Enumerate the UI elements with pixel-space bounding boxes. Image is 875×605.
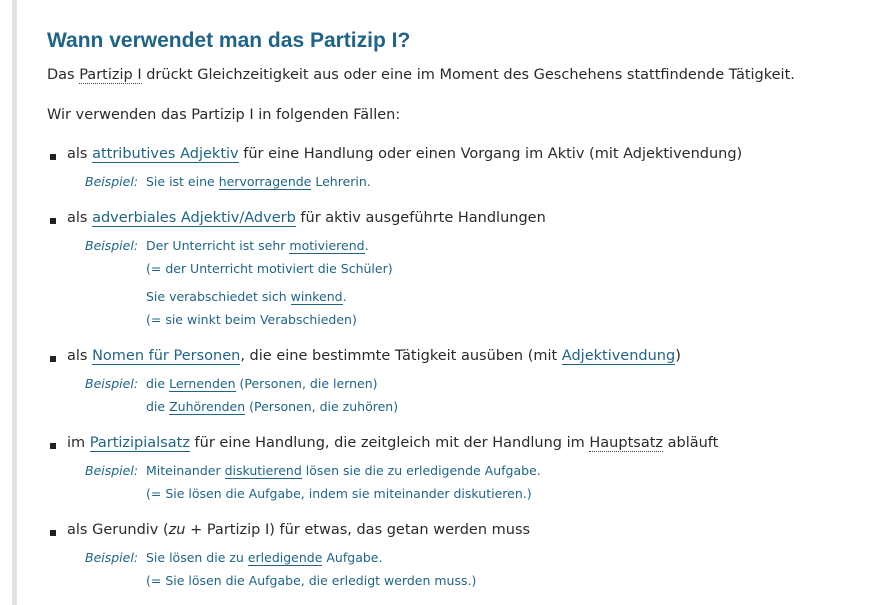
left-border [12, 0, 17, 605]
text: . [364, 238, 369, 253]
bullet [50, 356, 56, 362]
example-note: (= der Unterricht motiviert die Schüler) [146, 261, 393, 276]
text: als Gerundiv ( [67, 522, 169, 538]
text: abläuft [663, 435, 719, 451]
example-line [146, 463, 541, 478]
term-hauptsatz[interactable]: Hauptsatz [589, 435, 663, 451]
text: Sie ist eine [146, 174, 219, 189]
link-hervorragende[interactable]: hervorragende [218, 174, 312, 189]
example-line [146, 376, 378, 391]
link-partizipialsatz[interactable]: Partizipialsatz [89, 435, 190, 451]
text: Der Unterricht ist sehr [146, 238, 290, 253]
example-label: Beispiel: [85, 463, 139, 478]
text: Aufgabe. [322, 550, 383, 565]
link-motivierend[interactable]: motivierend [289, 238, 365, 253]
link-adjektivendung[interactable]: Adjektivendung [561, 348, 676, 364]
text: die [146, 399, 170, 414]
link-erledigende[interactable]: erledigende [247, 550, 323, 565]
term-partizip-i[interactable]: Partizip I [79, 67, 142, 83]
bullet [50, 443, 56, 449]
text: , die eine bestimmte Tätigkeit ausüben (mit [240, 348, 562, 364]
text: (Personen, die lernen) [235, 376, 378, 391]
text: als [67, 210, 93, 226]
text: Miteinander [146, 463, 225, 478]
example-note: (= Sie lösen die Aufgabe, indem sie miteinander diskutieren.) [146, 486, 532, 501]
example-line [146, 399, 398, 414]
bullet [50, 530, 56, 536]
text: für aktiv ausgeführte Handlungen [295, 210, 546, 226]
bullet [50, 218, 56, 224]
link-zuhoerenden[interactable]: Zuhörenden [169, 399, 246, 414]
page-title: Wann verwendet man das Partizip I? [47, 29, 411, 52]
example-note: (= sie winkt beim Verabschieden) [146, 312, 357, 327]
intro-paragraph [47, 67, 795, 83]
example-note: (= Sie lösen die Aufgabe, die erledigt werden muss.) [146, 573, 477, 588]
intro-text-rest: drückt Gleichzeitigkeit aus oder eine im Moment des Geschehens stattfindende Tätigkeit. [141, 67, 795, 83]
text: als [67, 146, 93, 162]
text: als [67, 348, 93, 364]
link-attributives-adjektiv[interactable]: attributives Adjektiv [92, 146, 239, 162]
text: für eine Handlung oder einen Vorgang im Aktiv (mit Adjektivendung) [238, 146, 743, 162]
bullet [50, 154, 56, 160]
link-winkend[interactable]: winkend [290, 289, 343, 304]
example-line [146, 238, 369, 253]
text: im [67, 435, 90, 451]
text: (Personen, die zuhören) [245, 399, 399, 414]
example-line [146, 550, 382, 565]
example-line [146, 289, 347, 304]
text: ) [675, 348, 681, 364]
text: Sie verabschiedet sich [146, 289, 291, 304]
text: Sie lösen die zu [146, 550, 248, 565]
lead-paragraph: Wir verwenden das Partizip I in folgenden Fällen: [47, 107, 401, 123]
list-item-text [67, 348, 681, 364]
link-diskutierend[interactable]: diskutierend [224, 463, 302, 478]
text: Lehrerin. [311, 174, 371, 189]
example-line [146, 174, 371, 189]
intro-text: Das [47, 67, 80, 83]
list-item-text [67, 522, 530, 538]
text: lösen sie die zu erledigende Aufgabe. [301, 463, 541, 478]
italic-zu: zu [168, 522, 186, 538]
example-label: Beispiel: [85, 174, 139, 189]
text: . [342, 289, 347, 304]
text: die [146, 376, 170, 391]
example-label: Beispiel: [85, 238, 139, 253]
link-adverbiales-adjektiv[interactable]: adverbiales Adjektiv/Adverb [92, 210, 296, 226]
link-nomen-fuer-personen[interactable]: Nomen für Personen [92, 348, 241, 364]
list-item-text [67, 435, 718, 451]
list-item-text [67, 210, 546, 226]
text: für eine Handlung, die zeitgleich mit der Handlung im [189, 435, 590, 451]
example-label: Beispiel: [85, 550, 139, 565]
link-lernenden[interactable]: Lernenden [169, 376, 236, 391]
text: + Partizip I) für etwas, das getan werden muss [185, 522, 531, 538]
list-item-text [67, 146, 742, 162]
example-label: Beispiel: [85, 376, 139, 391]
